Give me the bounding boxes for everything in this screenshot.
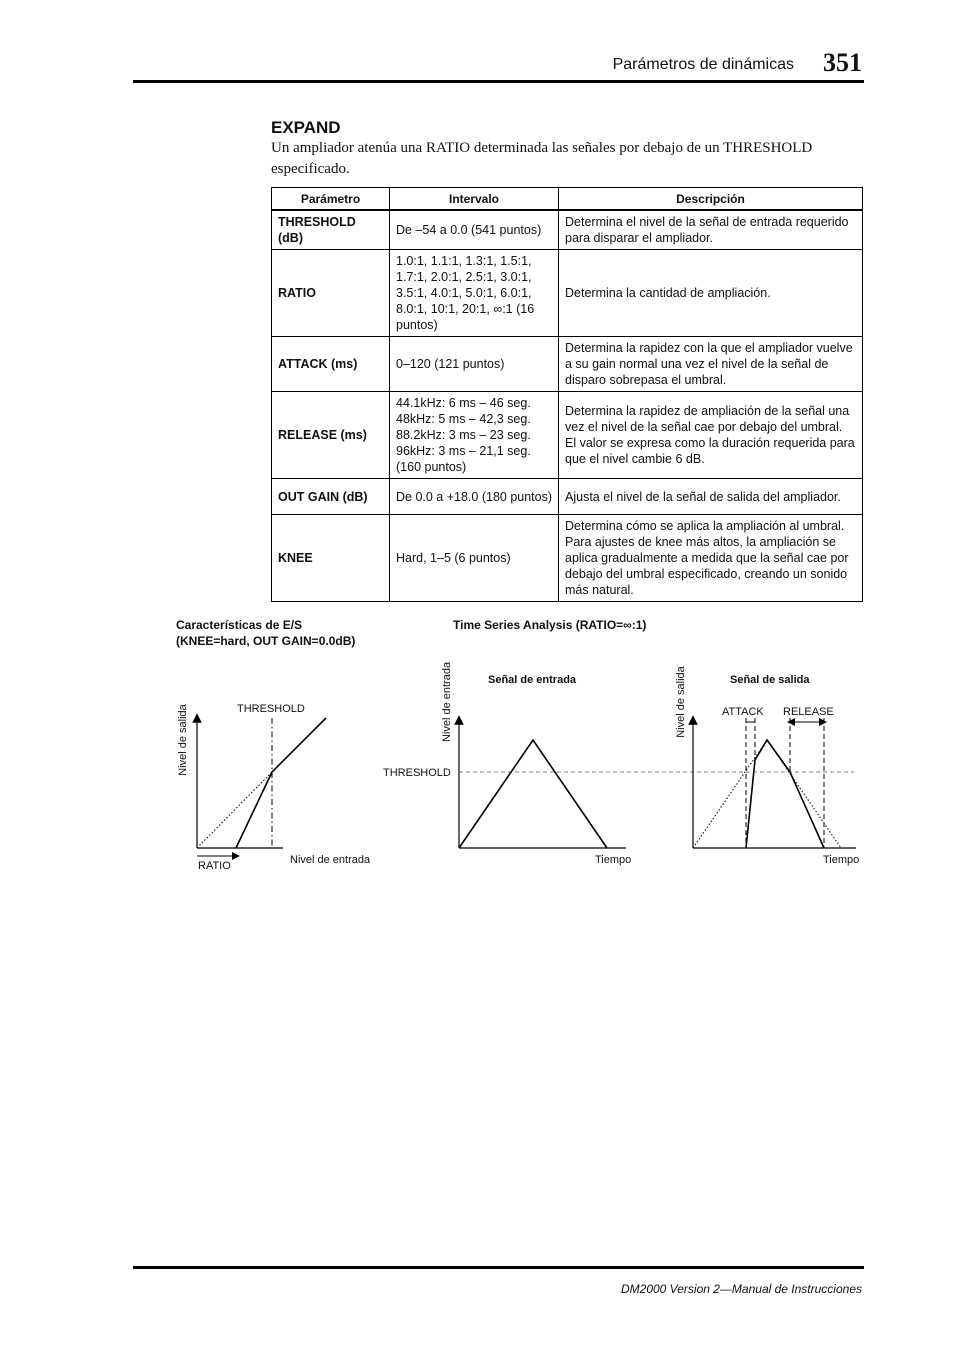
param-range: 44.1kHz: 6 ms – 46 seg. 48kHz: 5 ms – 42,3 seg. 88.2kHz: 3 ms – 23 seg. 96kHz: 3 ms – 21,1 seg. (160 puntos) [390,392,559,479]
input-subtitle: Señal de entrada [488,674,577,686]
param-name: ATTACK (ms) [272,337,390,392]
param-name: RATIO [272,250,390,337]
time-series-title: Time Series Analysis (RATIO=∞:1) [453,618,647,632]
param-range: 0–120 (121 puntos) [390,337,559,392]
param-desc: Determina la rapidez de ampliación de la señal una vez el nivel de la señal cae por debajo del umbral. El valor se expresa como la duración requerida para que el nivel cambie 6 dB. [559,392,863,479]
param-range: 1.0:1, 1.1:1, 1.3:1, 1.5:1, 1.7:1, 2.0:1, 2.5:1, 3.0:1, 3.5:1, 4.0:1, 5.0:1, 6.0:1, 8.0:1, 10:1, 20:1, ∞:1 (16 puntos) [390,250,559,337]
release-label: RELEASE [783,706,834,718]
input-y-label: Nivel de entrada [441,661,453,743]
footer-rule [133,1266,864,1269]
io-transfer-curve [236,718,326,848]
intro-paragraph: Un ampliador atenúa una RATIO determinada las señales por debajo de un THRESHOLD especificado. [271,140,813,177]
param-name: KNEE [272,515,390,602]
running-header-title: Parámetros de dinámicas [612,56,794,73]
io-diagram [177,703,371,872]
param-desc: Determina cómo se aplica la ampliación al umbral. Para ajustes de knee más altos, la ampliación se aplica gradualmente a medida que la señal cae por debajo del umbral especificado, creando un sonido más natural. [559,515,863,602]
param-desc: Determina la cantidad de ampliación. [559,250,863,337]
input-x-label: Tiempo [595,854,632,866]
column-header-range: Intervalo [390,188,559,211]
footer-text: DM2000 Version 2—Manual de Instrucciones [620,1282,862,1296]
column-header-desc: Descripción [559,188,863,211]
output-signal-waveform [746,740,824,848]
param-range: De –54 a 0.0 (541 puntos) [390,210,559,250]
io-title-line2: (KNEE=hard, OUT GAIN=0.0dB) [176,634,356,648]
io-y-label: Nivel de salida [177,704,189,776]
column-header-param: Parámetro [272,188,390,211]
output-signal-diagram [675,665,859,866]
param-desc: Ajusta el nivel de la señal de salida del ampliador. [559,479,863,515]
param-desc: Determina el nivel de la señal de entrada requerido para disparar el ampliador. [559,210,863,250]
param-name: OUT GAIN (dB) [272,479,390,515]
page-number: 351 [823,48,862,77]
io-unity-line [197,772,272,848]
io-ratio-label: RATIO [198,860,231,872]
output-subtitle: Señal de salida [730,674,810,686]
io-title-line1: Características de E/S [176,618,303,632]
param-range: De 0.0 a +18.0 (180 puntos) [390,479,559,515]
output-x-label: Tiempo [823,854,860,866]
output-y-label: Nivel de salida [675,666,687,738]
io-threshold-label: THRESHOLD [237,703,305,715]
param-name: THRESHOLD (dB) [272,210,390,250]
input-threshold-label: THRESHOLD [383,767,451,779]
param-range: Hard, 1–5 (6 puntos) [390,515,559,602]
input-signal-waveform [459,740,607,848]
param-name: RELEASE (ms) [272,392,390,479]
section-title: EXPAND [271,118,341,137]
attack-label: ATTACK [722,706,764,718]
param-desc: Determina la rapidez con la que el ampliador vuelve a su gain normal una vez el nivel de la señal de disparo sobrepasa el umbral. [559,337,863,392]
output-reference-waveform [693,740,841,848]
io-x-label: Nivel de entrada [290,854,371,866]
